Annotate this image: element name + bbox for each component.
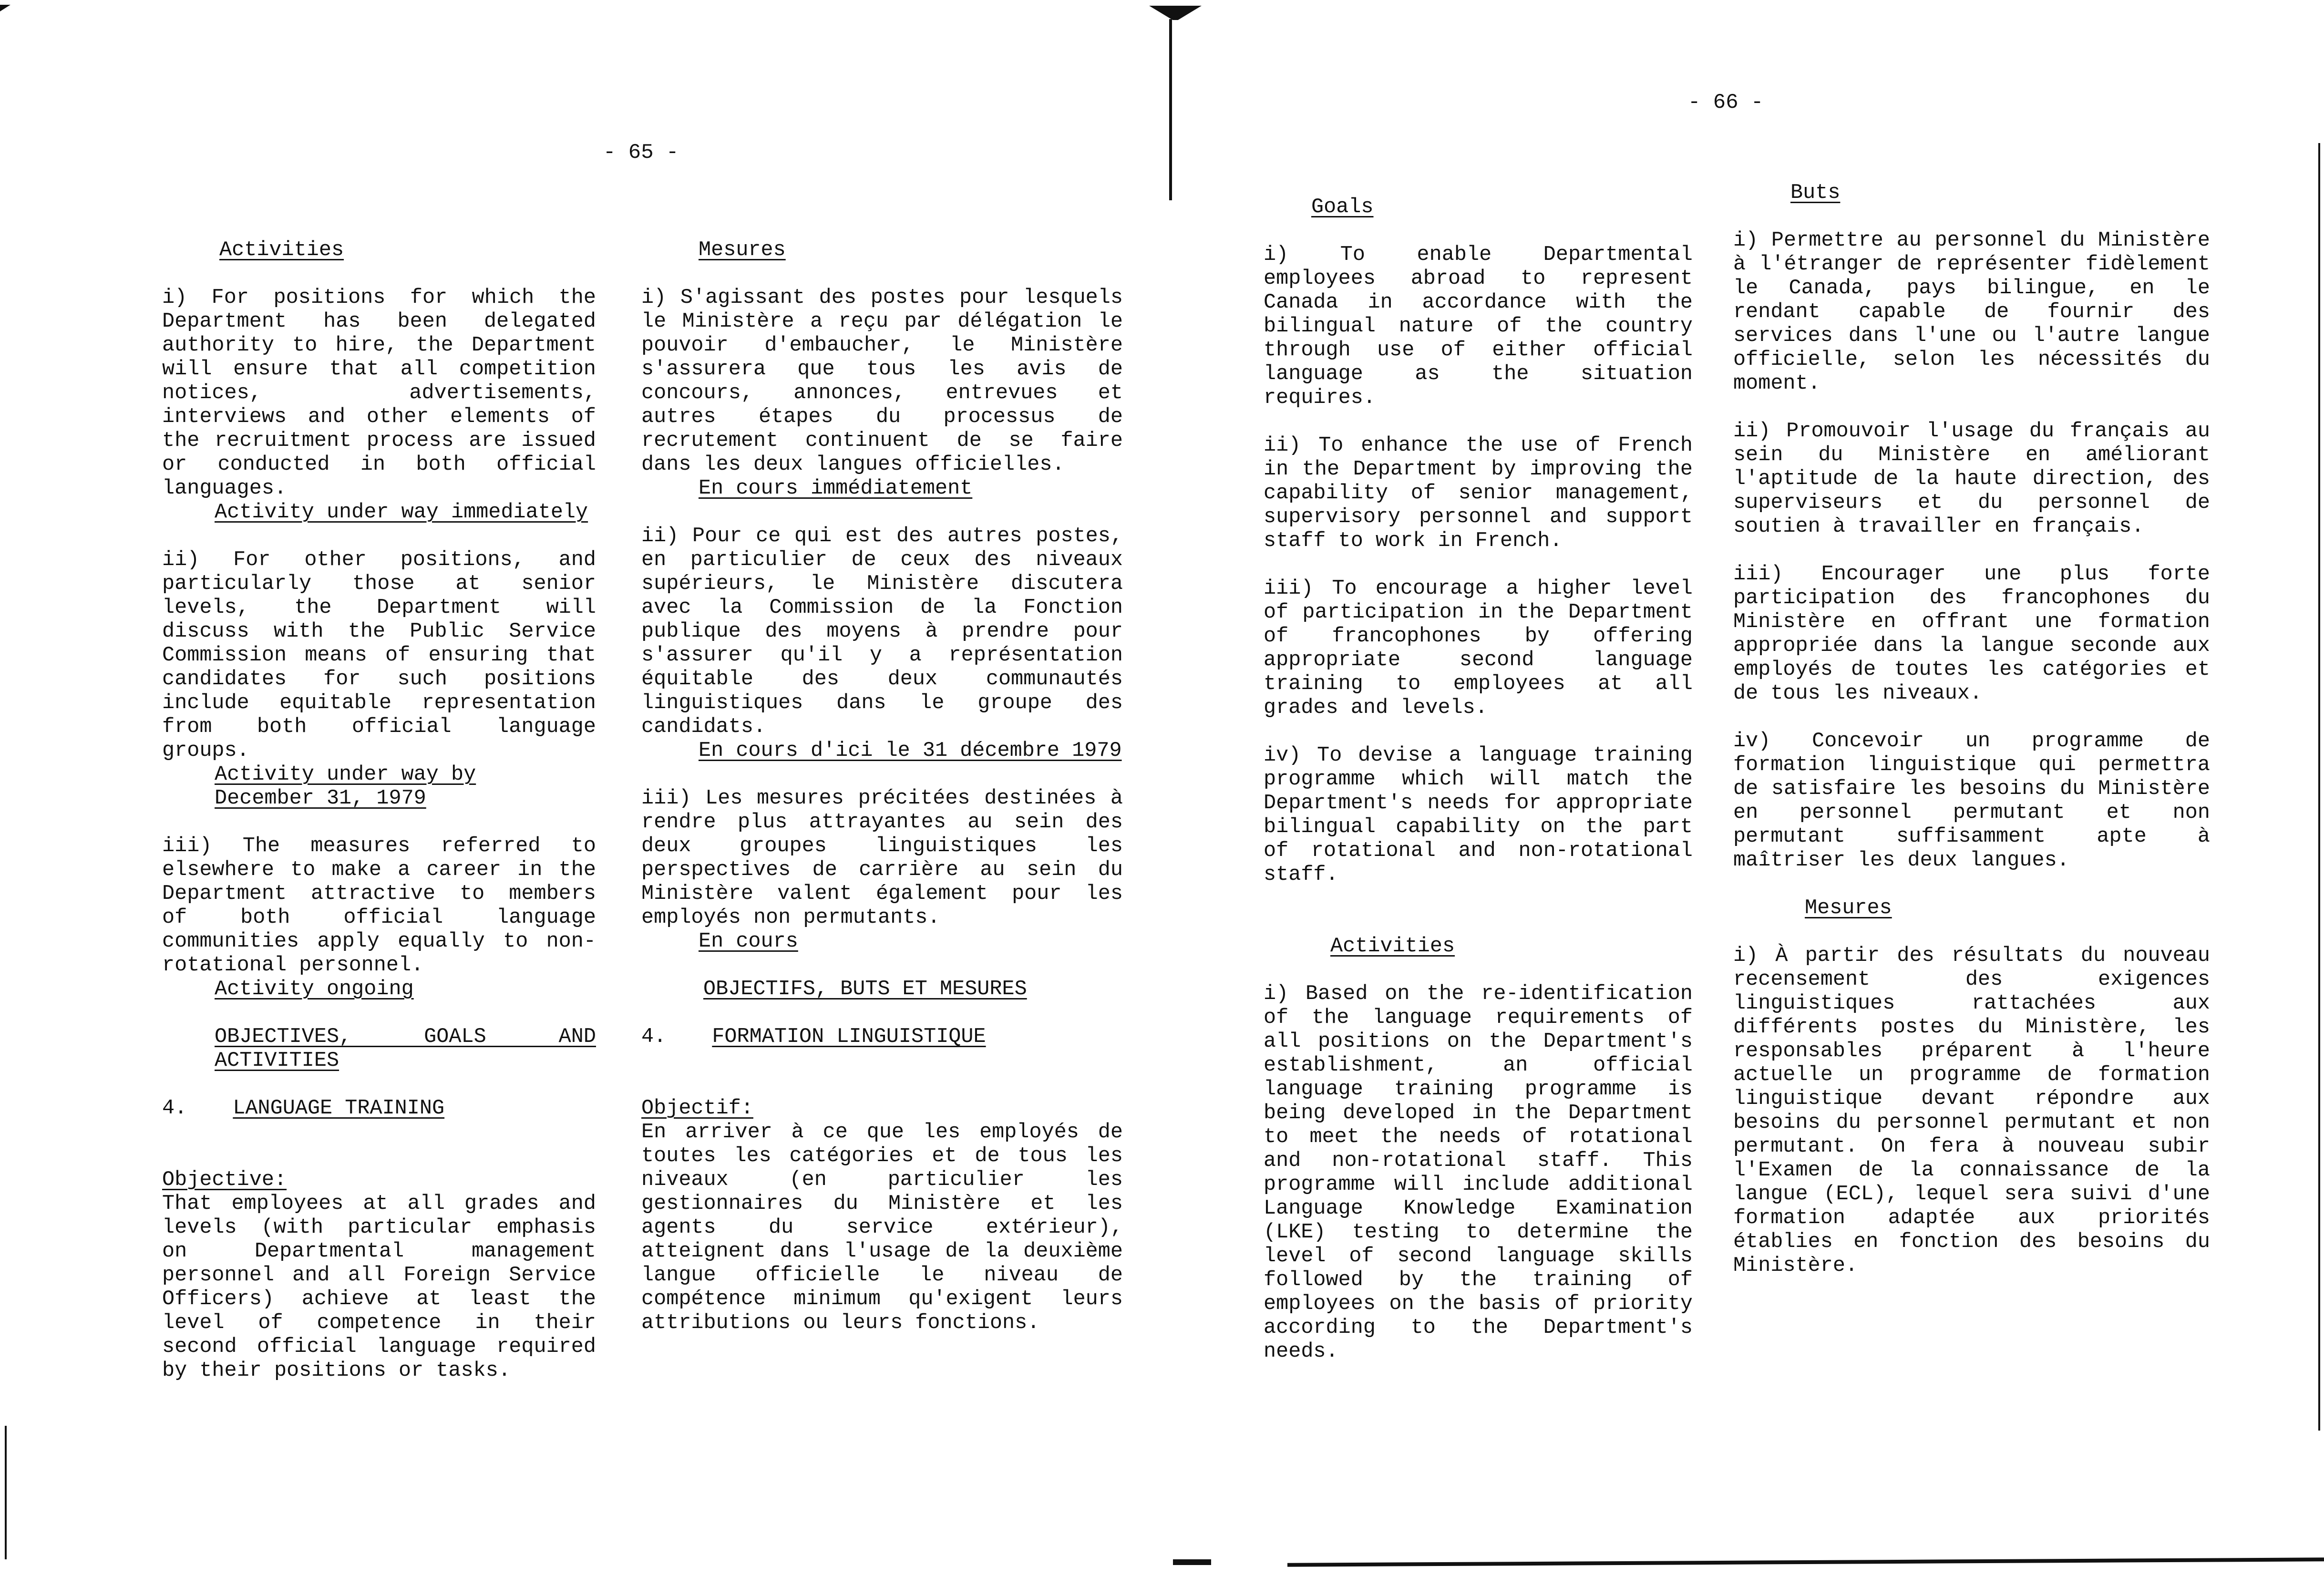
bottom-edge-line <box>1287 1557 2324 1566</box>
gutter-mark-top <box>1149 6 1202 20</box>
mesure-status-3: En cours <box>699 930 798 953</box>
activity-item-2: ii) For other positions, and particularly those at senior levels, the Department will discuss with the Public Service Commission means of ensuring that candidates for such positions include equitable representation from both official language groups. <box>162 548 596 762</box>
left-english-column <box>162 238 596 1407</box>
section-number-fr: 4. <box>641 1025 667 1049</box>
mesures-heading-right: Mesures <box>1805 896 1892 920</box>
mesure-item-2: ii) Pour ce qui est des autres postes, en particulier de ceux des niveaux supérieurs, le Ministère discutera avec la Commission de la Fonction publique des moyens à prendre pour s'assurer qu'il y a représentation équitable des deux communautés linguistiques dans le groupe des candidats. <box>641 525 1123 739</box>
goal-item-2: ii) To enhance the use of French in the Department by improving the capability of senior management, supervisory personnel and support staff to work in French. <box>1264 434 1693 553</box>
goal-item-1: i) To enable Departmental employees abroad to represent Canada in accordance with the bilingual nature of the country through use of either official language as the situation requires. <box>1264 243 1693 410</box>
mesure-item-3: iii) Les mesures précitées destinées à rendre plus attrayantes au sein des deux groupes linguistiques les perspectives de carrière au sein du Ministère valent également pour les employés non permutants. <box>641 787 1123 929</box>
activity-item-1: i) For positions for which the Department has been delegated authority to hire, the Department will ensure that all competition notices, advertisements, interviews and other elements of the recruitment process are issued or conducted in both official languages. <box>162 286 596 500</box>
section-4-heading <box>162 1097 596 1121</box>
but-item-2: ii) Promouvoir l'usage du français au sein du Ministère en améliorant l'aptitude de la haute direction, des superviseurs et du personnel de soutien à travailler en français. <box>1733 420 2210 538</box>
right-edge-line <box>2318 143 2320 1431</box>
right-english-column <box>1264 196 1693 1388</box>
scan-corner-mark <box>0 5 10 11</box>
activities-heading: Activities <box>219 238 344 262</box>
left-french-column <box>641 238 1123 1359</box>
right-french-column <box>1733 181 2210 1302</box>
mesure-item-1: i) S'agissant des postes pour lesquels le Ministère a reçu par délégation le pouvoir d'embaucher, le Ministère s'assurera que tous les avis de concours, annonces, entrevues et autres étapes du processus de recrutement continuent de se faire dans les deux langues officielles. <box>641 286 1123 476</box>
bottom-edge-mark <box>1173 1559 1211 1565</box>
page-number-66: - 66 - <box>1688 91 1764 114</box>
objectif-text: En arriver à ce que les employés de toutes les catégories et de tous les niveaux (en particulier les gestionnaires du Ministère et les agents du service extérieur), atteignent dans l'usage de la deuxième langue officielle le niveau de compétence minimum qu'exigent leurs attributions ou leurs fonctions. <box>641 1121 1123 1335</box>
formation-linguistique-heading: FORMATION LINGUISTIQUE <box>712 1025 986 1049</box>
section-number: 4. <box>162 1097 187 1120</box>
mesure-right-item-1: i) À partir des résultats du nouveau recensement des exigences linguistiques rattachées aux différents postes du Ministère, les responsables préparent à l'heure actuelle un programme de formation linguistique devant répondre aux besoins du personnel permutant et non permutant. On fera à nouveau subir l'Examen de la connaissance de la langue (ECL), lequel sera suivi d'une formation adaptée aux priorités établies en fonction des besoins du Ministère. <box>1733 944 2210 1277</box>
objective-paragraph <box>162 1144 596 1383</box>
activity-status-3: Activity ongoing <box>215 978 414 1001</box>
activity-status-1: Activity under way immediately <box>215 501 588 524</box>
activity-status-2: Activity under way by December 31, 1979 <box>215 763 476 810</box>
but-item-3: iii) Encourager une plus forte participation des francophones du Ministère en offrant une formation appropriée dans la langue seconde aux employés de toutes les catégories et de tous les niveaux. <box>1733 563 2210 705</box>
goal-item-4: iv) To devise a language training programme which will match the Department's needs for appropriate bilingual capability on the part of rotational and non-rotational staff. <box>1264 744 1693 886</box>
page-number-65: - 65 - <box>603 141 679 165</box>
mesures-heading: Mesures <box>699 238 786 262</box>
section-4-heading-fr <box>641 1025 1123 1049</box>
left-edge-line <box>5 1426 7 1559</box>
buts-heading: Buts <box>1790 181 1841 205</box>
activity-item-3: iii) The measures referred to elsewhere to make a career in the Department attractive to members of both official language communities apply equally to non-rotational personnel. <box>162 834 596 977</box>
objectif-paragraph <box>641 1073 1123 1335</box>
activity-right-item-1: i) Based on the re-identification of the language requirements of all positions on the Department's establishment, an official language training programme is being developed in the Department to meet the needs of rotational and non-rotational staff. This programme will include additional Language Knowledge Examination (LKE) testing to determine the level of second language skills followed by the training of employees on the basis of priority according to the Department's needs. <box>1264 982 1693 1363</box>
gutter-line <box>1169 19 1172 200</box>
mesure-status-1: En cours immédiatement <box>699 477 973 500</box>
section-title: OBJECTIVES, GOALS AND ACTIVITIES <box>215 1025 596 1072</box>
objectif-label: Objectif: <box>641 1097 753 1120</box>
language-training-heading: LANGUAGE TRAINING <box>233 1097 445 1120</box>
activities-heading-right: Activities <box>1330 935 1455 958</box>
but-item-1: i) Permettre au personnel du Ministère à l'étranger de représenter fidèlement le Canada, pays bilingue, en le rendant capable de fournir des services dans l'une ou l'autre langue officielle, selon les nécessités du moment. <box>1733 229 2210 395</box>
but-item-4: iv) Concevoir un programme de formation linguistique qui permettra de satisfaire les besoins du Ministère en personnel permutant et non permutant suffisamment apte à maîtriser les deux langues. <box>1733 730 2210 872</box>
mesure-status-2: En cours d'ici le 31 décembre 1979 <box>699 739 1122 762</box>
objective-text: That employees at all grades and levels (with particular emphasis on Departmental management personnel and all Foreign Service Officers) achieve at least the level of competence in their second official language required by their positions or tasks. <box>162 1192 596 1382</box>
section-title-fr: OBJECTIFS, BUTS ET MESURES <box>703 978 1027 1001</box>
objective-label: Objective: <box>162 1168 287 1192</box>
goals-heading: Goals <box>1311 196 1374 219</box>
goal-item-3: iii) To encourage a higher level of participation in the Department of francophones by offering appropriate second language training to employees at all grades and levels. <box>1264 577 1693 720</box>
